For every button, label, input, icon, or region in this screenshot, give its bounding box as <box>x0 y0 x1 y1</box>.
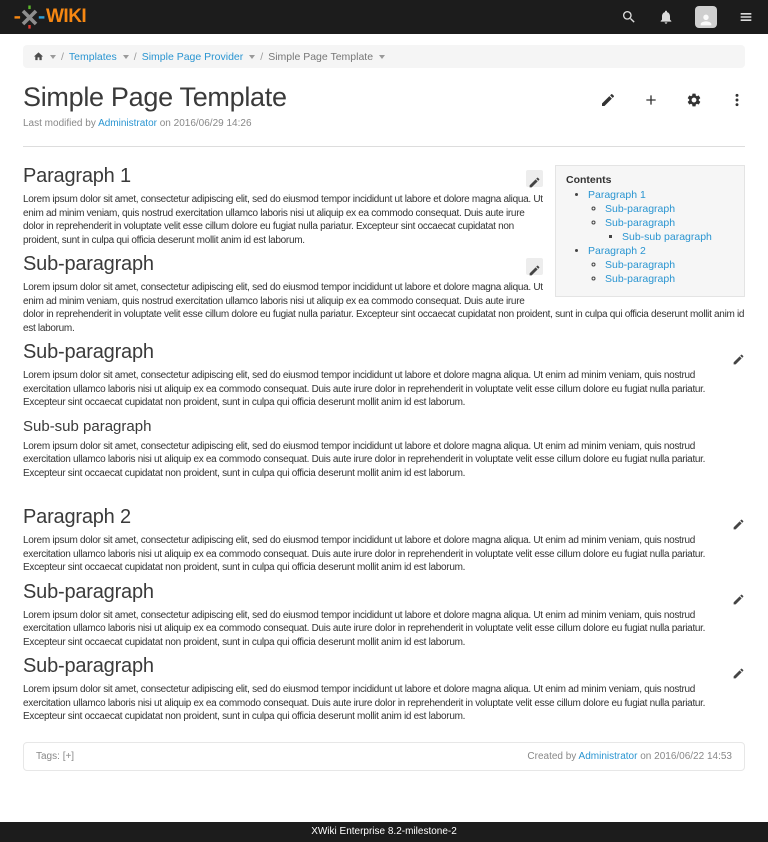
section-paragraph: Lorem ipsum dolor sit amet, consectetur adipiscing elit, sed do eiusmod tempor incididunt ut labore et dolore magna aliqua. Ut enim ad minim veniam, quis nostrud exercitation ullamco laboris nisi ut aliquip ex ea commodo consequat. Duis aute irure dolor in reprehenderit in voluptate velit esse cillum dolore eu fugiat nulla pariatur. Excepteur sint occaecat cupidatat non proident, sunt in culpa qui officia deserunt mollit anim id est laborum. <box>23 440 706 479</box>
section-title: Paragraph 2 <box>23 506 131 528</box>
breadcrumb-item-templates[interactable]: Templates <box>68 50 117 63</box>
logo-wordmark: WIKI <box>46 6 87 27</box>
more-kebab-icon[interactable] <box>729 92 745 108</box>
section-title: Sub-sub paragraph <box>23 417 152 435</box>
toc-link-paragraph-1[interactable]: Paragraph 1 <box>588 189 646 201</box>
section-heading <box>23 418 745 435</box>
section-paragraph: Lorem ipsum dolor sit amet, consectetur adipiscing elit, sed do eiusmod tempor incididunt ut labore et dolore magna aliqua. Ut enim ad minim veniam, quis nostrud exercitation ullamco laboris nisi ut aliquip ex ea commodo consequat. Duis aute irure dolor in reprehenderit in voluptate velit esse cillum dolore eu fugiat nulla pariatur. Excepteur sint occaecat cupidatat non proident, sunt in culpa qui officia deserunt mollit anim id est laborum. <box>23 194 543 246</box>
doc-footer-panel <box>23 742 745 771</box>
created-user-link[interactable]: Administrator <box>578 750 638 762</box>
search-icon[interactable] <box>621 9 637 25</box>
section-title: Sub-paragraph <box>23 655 154 677</box>
add-tag-button[interactable]: [+] <box>62 750 75 762</box>
toc-link-sub-paragraph[interactable]: Sub-paragraph <box>605 273 676 285</box>
toc-item <box>588 188 736 244</box>
person-icon <box>698 12 714 28</box>
toc-link-sub-paragraph[interactable]: Sub-paragraph <box>605 217 676 229</box>
home-icon[interactable] <box>33 51 44 62</box>
tags-area <box>36 751 74 762</box>
toc-link-sub-paragraph[interactable]: Sub-paragraph <box>605 259 676 271</box>
section-edit-pencil-icon[interactable] <box>732 514 745 527</box>
section-edit-pencil-icon[interactable] <box>732 663 745 676</box>
page-title: Simple Page Template <box>23 82 287 112</box>
page-content-area <box>0 68 768 822</box>
toc-item <box>605 216 736 244</box>
hamburger-menu-icon[interactable] <box>738 9 754 25</box>
version-text: XWiki Enterprise 8.2-milestone-2 <box>311 826 457 837</box>
section-title: Sub-paragraph <box>23 253 154 275</box>
section-paragraph: Lorem ipsum dolor sit amet, consectetur adipiscing elit, sed do eiusmod tempor incididunt ut labore et dolore magna aliqua. Ut enim ad minim veniam, quis nostrud exercitation ullamco laboris nisi ut aliquip ex ea commodo consequat. Duis aute irure dolor in reprehenderit in voluptate velit esse cillum dolore eu fugiat nulla pariatur. Excepteur sint occaecat cupidatat non proident, sunt in culpa qui officia deserunt mollit anim id est laborum. <box>23 370 706 408</box>
doc-modified-info <box>23 118 745 129</box>
toc-link-sub-sub-paragraph[interactable]: Sub-sub paragraph <box>622 231 712 243</box>
table-of-contents <box>555 165 745 297</box>
section-paragraph: Lorem ipsum dolor sit amet, consectetur adipiscing elit, sed do eiusmod tempor incididunt ut labore et dolore magna aliqua. Ut enim ad minim veniam, quis nostrud exercitation ullamco laboris nisi ut aliquip ex ea commodo consequat. Duis aute irure dolor in reprehenderit in voluptate velit esse cillum dolore eu fugiat nulla pariatur. Excepteur sint occaecat cupidatat non proident, sunt in culpa qui officia deserunt mollit anim id est laborum. <box>23 684 706 722</box>
breadcrumb <box>23 45 745 68</box>
notifications-bell-icon[interactable] <box>658 9 674 25</box>
section-title: Sub-paragraph <box>23 580 154 603</box>
section-heading <box>23 581 745 604</box>
breadcrumb-caret-icon[interactable] <box>123 55 129 59</box>
section-heading <box>23 506 745 529</box>
section-edit-pencil-icon[interactable] <box>732 349 745 362</box>
modified-user-link[interactable]: Administrator <box>98 118 157 129</box>
toc-title: Contents <box>566 174 612 186</box>
breadcrumb-caret-icon[interactable] <box>249 55 255 59</box>
modified-prefix: Last modified by <box>23 118 96 129</box>
breadcrumb-separator: / <box>260 50 264 63</box>
section-title: Sub-paragraph <box>23 341 154 363</box>
section-edit-pencil-icon[interactable] <box>526 258 543 275</box>
document-body <box>23 147 745 771</box>
section-edit-pencil-icon[interactable] <box>526 170 543 187</box>
toc-item <box>605 258 736 272</box>
create-plus-icon[interactable] <box>643 92 659 108</box>
section-heading <box>23 655 745 678</box>
section-heading <box>23 341 745 364</box>
toc-item <box>588 244 736 286</box>
settings-gear-icon[interactable] <box>686 92 702 108</box>
toc-link-sub-paragraph[interactable]: Sub-paragraph <box>605 203 676 215</box>
created-info <box>527 751 732 762</box>
top-navbar <box>0 0 768 34</box>
breadcrumb-item-simple-page-provider[interactable]: Simple Page Provider <box>141 50 244 63</box>
user-avatar[interactable] <box>695 6 717 28</box>
version-footer-bar <box>0 822 768 842</box>
toc-item <box>622 230 736 244</box>
toc-item <box>605 272 736 286</box>
section-paragraph: Lorem ipsum dolor sit amet, consectetur adipiscing elit, sed do eiusmod tempor incididunt ut labore et dolore magna aliqua. Ut enim ad minim veniam, quis nostrud exercitation ullamco laboris nisi ut aliquip ex ea commodo consequat. Duis aute irure dolor in reprehenderit in voluptate velit esse cillum dolore eu fugiat nulla pariatur. Excepteur sint occaecat cupidatat non proident, sunt in culpa qui officia deserunt mollit anim id est laborum. <box>23 609 706 648</box>
breadcrumb-home-caret-icon[interactable] <box>50 55 56 59</box>
section-edit-pencil-icon[interactable] <box>732 589 745 602</box>
tags-label: Tags: <box>36 750 60 762</box>
edit-pencil-icon[interactable] <box>600 92 616 108</box>
breadcrumb-caret-icon[interactable] <box>379 55 385 59</box>
section-title: Paragraph 1 <box>23 165 131 187</box>
modified-date: on 2016/06/29 14:26 <box>159 118 252 129</box>
xwiki-x-mark-icon <box>14 5 45 29</box>
toc-item <box>605 202 736 216</box>
toc-link-paragraph-2[interactable]: Paragraph 2 <box>588 245 646 257</box>
xwiki-logo[interactable] <box>14 5 86 29</box>
created-prefix: Created by <box>527 750 577 762</box>
breadcrumb-separator: / <box>133 50 137 63</box>
page-actions <box>600 92 745 108</box>
breadcrumb-item-current: Simple Page Template <box>268 50 374 63</box>
created-date: on 2016/06/22 14:53 <box>640 750 732 762</box>
section-paragraph: Lorem ipsum dolor sit amet, consectetur adipiscing elit, sed do eiusmod tempor incididunt ut labore et dolore magna aliqua. Ut enim ad minim veniam, quis nostrud exercitation ullamco laboris nisi ut aliquip ex ea commodo consequat. Duis aute irure dolor in reprehenderit in voluptate velit esse cillum dolore eu fugiat nulla pariatur. Excepteur sint occaecat cupidatat non proident, sunt in culpa qui officia deserunt mollit anim id est laborum. <box>23 535 706 573</box>
section-paragraph: Lorem ipsum dolor sit amet, consectetur adipiscing elit, sed do eiusmod tempor incididunt ut labore et dolore magna aliqua. Ut enim ad minim veniam, quis nostrud exercitation ullamco laboris nisi ut aliquip ex ea commodo consequat. Duis aute irure dolor in reprehenderit in voluptate velit esse cillum dolore eu fugiat nulla pariatur. Excepteur sint occaecat cupidatat non proident, sunt in culpa qui officia deserunt mollit anim id est laborum. <box>23 282 745 334</box>
breadcrumb-separator: / <box>61 50 64 63</box>
